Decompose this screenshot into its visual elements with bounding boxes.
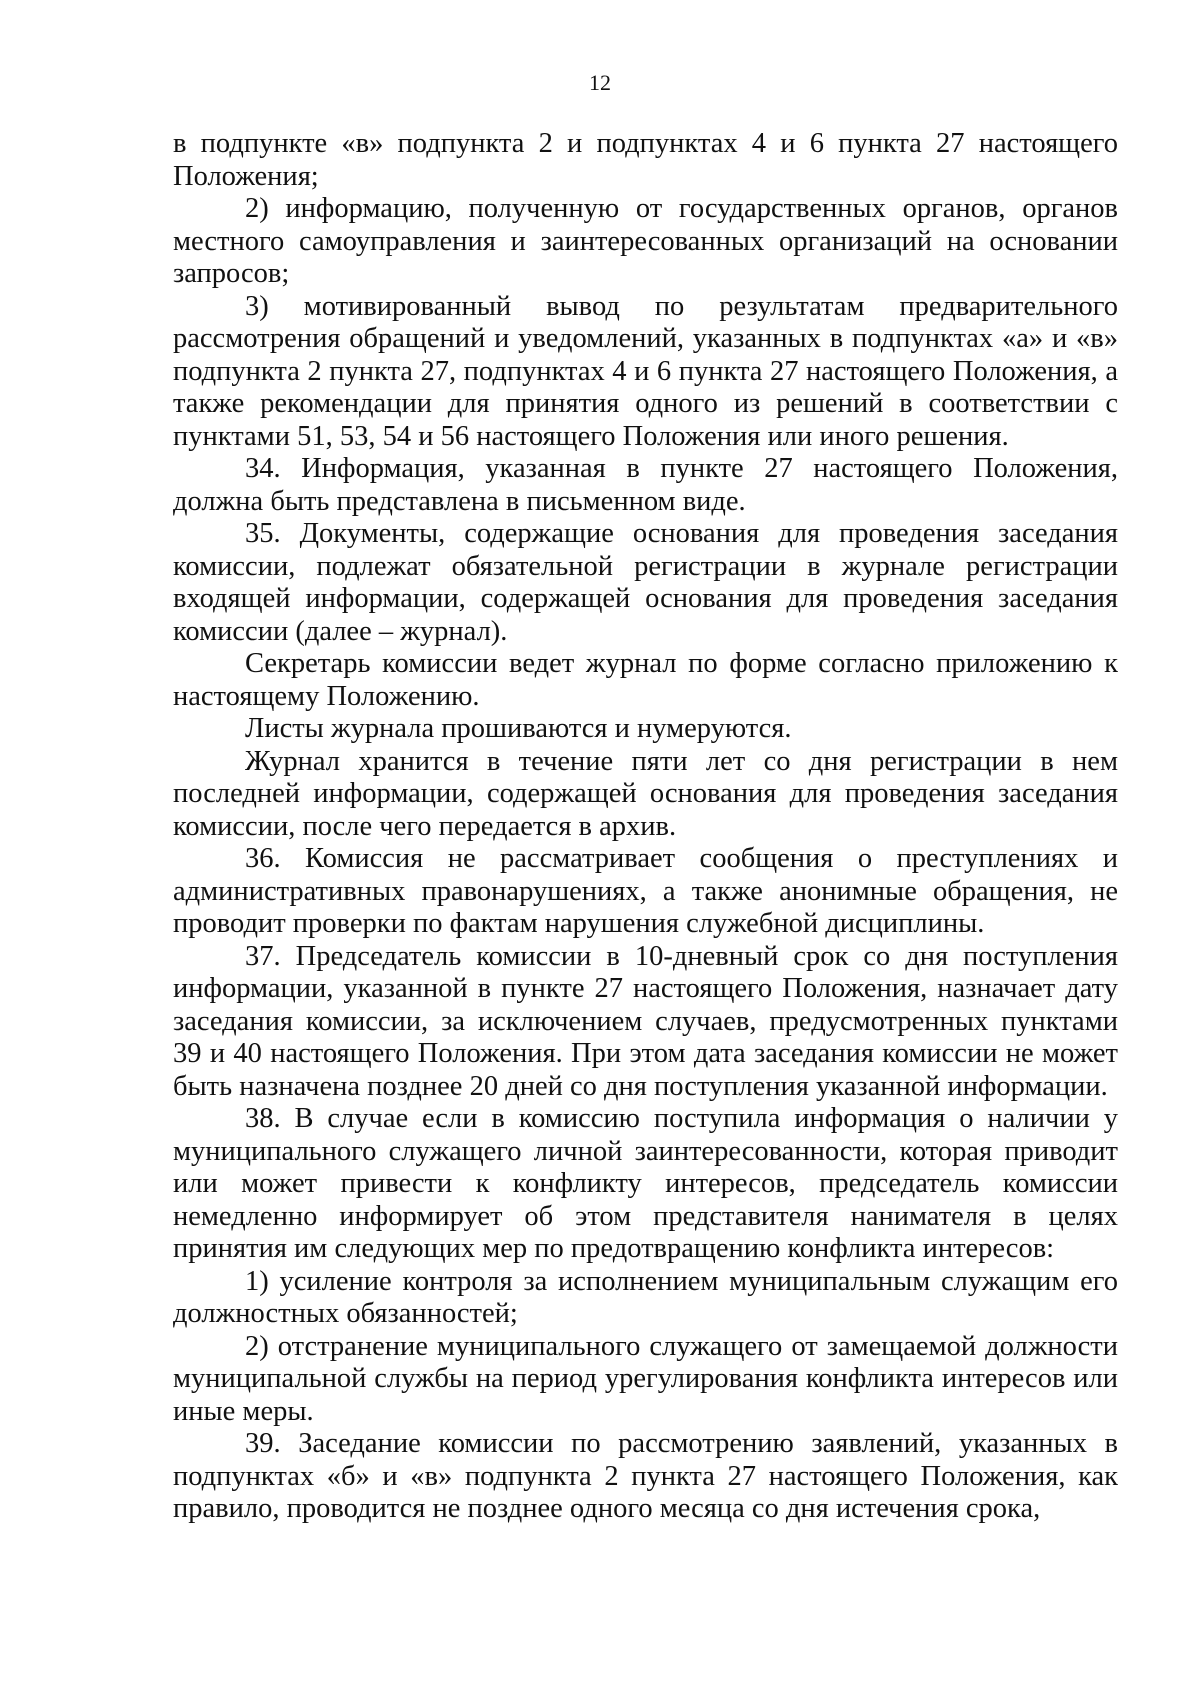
paragraph: 38. В случае если в комиссию поступила информация о наличии у муниципального служащего личной заинтересованности, которая приводит или может привести к конфликту интересов, председатель комиссии немедленно информирует об этом представителя нанимателя в целях принятия им следующих мер по предотвращению конфликта интересов: — [173, 1103, 1118, 1264]
document-body — [173, 128, 1118, 1526]
paragraph: 39. Заседание комиссии по рассмотрению заявлений, указанных в подпунктах «б» и «в» подпункта 2 пункта 27 настоящего Положения, как правило, проводится не позднее одного месяца со дня истечения срока, — [173, 1428, 1118, 1524]
paragraph: 37. Председатель комиссии в 10-дневный срок со дня поступления информации, указанной в пункте 27 настоящего Положения, назначает дату заседания комиссии, за исключением случаев, предусмотренных пунктами 39 и 40 настоящего Положения. При этом дата заседания комиссии не может быть назначена позднее 20 дней со дня поступления указанной информации. — [173, 940, 1118, 1102]
paragraph: 2) информацию, полученную от государственных органов, органов местного самоуправления и заинтересованных организаций на основании запросов; — [173, 193, 1118, 289]
paragraph: Листы журнала прошиваются и нумеруются. — [245, 713, 792, 744]
paragraph: Секретарь комиссии ведет журнал по форме согласно приложению к настоящему Положению. — [173, 648, 1118, 712]
paragraph: 36. Комиссия не рассматривает сообщения о преступлениях и административных правонарушениях, а также анонимные обращения, не проводит проверки по фактам нарушения служебной дисциплины. — [173, 843, 1118, 939]
paragraph: 3) мотивированный вывод по результатам предварительного рассмотрения обращений и уведомлений, указанных в подпунктах «а» и «в» подпункта 2 пункта 27, подпунктах 4 и 6 пункта 27 настоящего Положения, а также рекомендации для принятия одного из решений в соответствии с пунктами 51, 53, 54 и 56 настоящего Положения или иного решения. — [173, 290, 1118, 452]
page-number: 12 — [589, 70, 611, 95]
paragraph: 1) усиление контроля за исполнением муниципальным служащим его должностных обязанностей; — [173, 1265, 1118, 1329]
paragraph: в подпункте «в» подпункта 2 и подпунктах 4 и 6 пункта 27 настоящего Положения; — [173, 128, 1118, 192]
paragraph: 2) отстранение муниципального служащего от замещаемой должности муниципальной службы на период урегулирования конфликта интересов или иные меры. — [173, 1330, 1118, 1427]
paragraph: Журнал хранится в течение пяти лет со дня регистрации в нем последней информации, содержащей основания для проведения заседания комиссии, после чего передается в архив. — [173, 745, 1118, 842]
paragraph: 35. Документы, содержащие основания для проведения заседания комиссии, подлежат обязательной регистрации в журнале регистрации входящей информации, содержащей основания для проведения заседания комиссии (далее – журнал). — [173, 518, 1118, 647]
paragraph: 34. Информация, указанная в пункте 27 настоящего Положения, должна быть представлена в письменном виде. — [173, 453, 1118, 517]
